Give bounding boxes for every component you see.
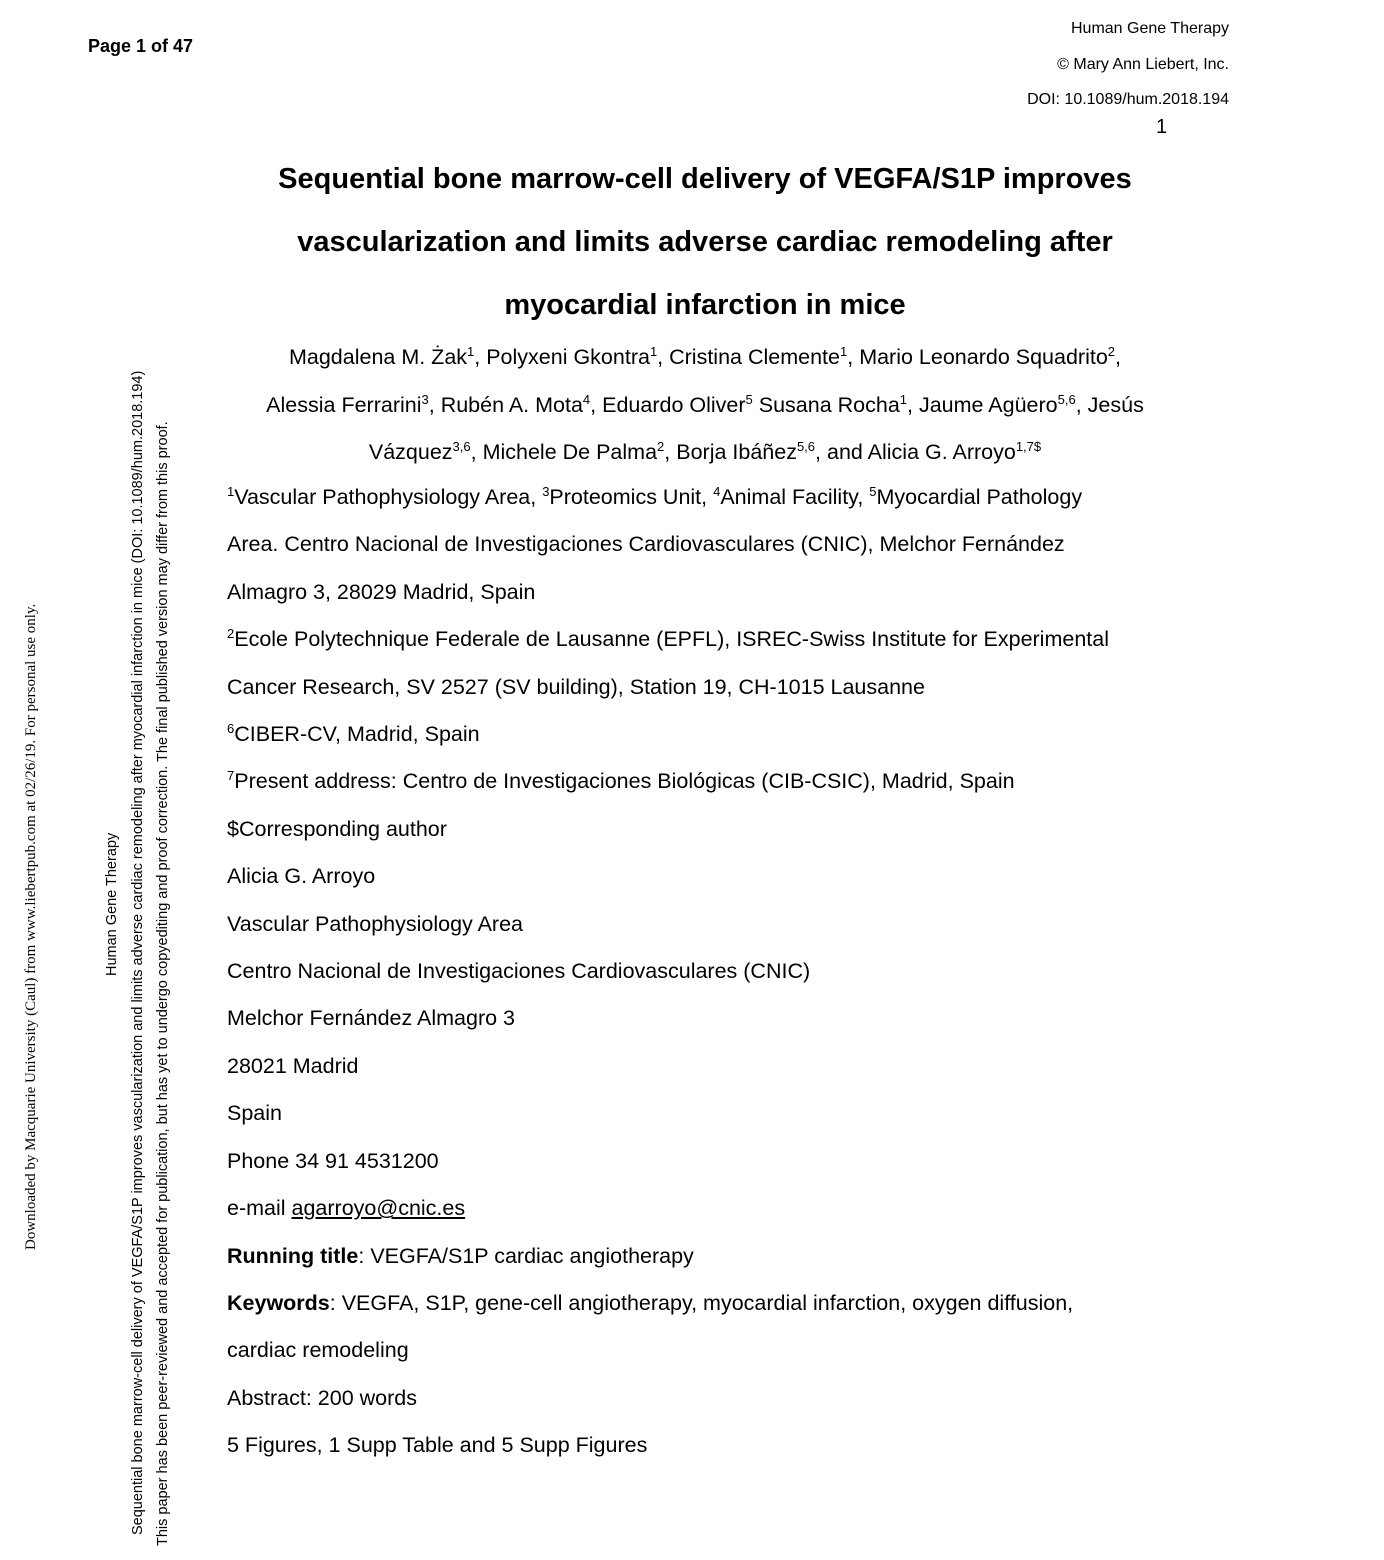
author-affiliation-sup: 2 (1107, 343, 1116, 359)
author-name: Alessia Ferrarini (266, 392, 422, 417)
keywords-continued: cardiac remodeling (227, 1338, 409, 1363)
corresponding-author-phone: Phone 34 91 4531200 (227, 1148, 439, 1173)
affiliation-sup: 7 (227, 768, 235, 784)
affiliation-text: Present address: Centro de Investigaciones Biológicas (CIB-CSIC), Madrid, Spain (234, 769, 1015, 794)
running-title-label: Running title (227, 1243, 359, 1268)
author-separator: , (907, 392, 919, 417)
author-separator: , (664, 440, 677, 464)
author-name: Eduardo Oliver (602, 392, 746, 417)
author-list (200, 334, 1210, 477)
affiliation-line (227, 711, 1237, 758)
keywords (227, 1280, 1237, 1327)
affiliation-sup: 1 (227, 483, 235, 499)
abstract-word-count: Abstract: 200 words (227, 1385, 418, 1410)
corresponding-author-email-line (227, 1185, 1237, 1232)
author-affiliation-sup: 3,6 (452, 438, 471, 454)
author-affiliation-sup: 5,6 (796, 438, 816, 454)
download-note: Downloaded by Macquarie University (Caul) from www.liebertpub.com at 02/26/19. For personal use only. (23, 603, 39, 1250)
author-name: Vázquez (368, 440, 453, 464)
publisher: © Mary Ann Liebert, Inc. (1057, 56, 1229, 73)
keywords-text: : VEGFA, S1P, gene-cell angiotherapy, myocardial infarction, oxygen diffusion, (329, 1290, 1074, 1315)
affiliation-text: CIBER-CV, Madrid, Spain (234, 722, 480, 747)
corresponding-author-dept: Vascular Pathophysiology Area (227, 911, 524, 936)
corresponding-author-city: 28021 Madrid (227, 1053, 359, 1078)
author-name: Polyxeni Gkontra (486, 345, 650, 369)
author-name: Jaume Agüero (918, 392, 1058, 417)
affiliation-text: Vascular Pathophysiology Area, (234, 485, 543, 509)
email-label: e-mail (227, 1196, 292, 1221)
author-separator: , (470, 440, 483, 464)
affiliation-line: Cancer Research, SV 2527 (SV building), Station 19, CH-1015 Lausanne (227, 674, 925, 699)
author-name: Magdalena M. Żak (288, 345, 468, 369)
author-line (200, 429, 1210, 477)
running-title (227, 1233, 1237, 1280)
author-affiliation-sup: 1 (649, 343, 658, 359)
corresponding-author-name: Alicia G. Arroyo (227, 864, 376, 889)
author-separator: , (1075, 392, 1088, 417)
author-affiliation-sup: 5,6 (1057, 391, 1076, 407)
author-separator: , (590, 392, 603, 417)
title-line: vascularization and limits adverse cardiac remodeling after (297, 226, 1113, 258)
corresponding-author-institute: Centro Nacional de Investigaciones Cardiovasculares (CNIC) (227, 959, 811, 984)
author-name: Mario Leonardo Squadrito (859, 345, 1108, 369)
figure-count: 5 Figures, 1 Supp Table and 5 Supp Figures (227, 1433, 648, 1458)
margin-article-citation: Sequential bone marrow-cell delivery of VEGFA/S1P improves vascularization and limits adverse cardiac remodeling after myocardial infarction in mice (DOI: 10.1089/hum.2018.194) (130, 370, 146, 1535)
author-name: Susana Rocha (758, 392, 900, 417)
author-affiliation-sup: 3 (421, 391, 429, 407)
author-name: Jesús (1087, 392, 1144, 417)
author-affiliation-sup: 1 (467, 343, 475, 359)
affiliation-text: Animal Facility, (720, 485, 870, 509)
author-affiliation-sup: 1,7$ (1015, 438, 1042, 454)
affiliation-line (227, 474, 1237, 521)
affiliation-sup: 3 (542, 483, 550, 499)
author-separator: , (657, 345, 670, 369)
email-link[interactable]: agarroyo@cnic.es (291, 1196, 466, 1221)
author-separator: , (847, 345, 860, 369)
affiliation-sup: 6 (227, 720, 235, 736)
journal-name: Human Gene Therapy (1070, 20, 1229, 37)
author-name: Borja Ibáñez (676, 440, 797, 464)
author-affiliation-sup: 5 (745, 391, 753, 407)
front-matter (227, 474, 1237, 1470)
author-name: and Alicia G. Arroyo (826, 440, 1016, 464)
author-separator: , (1115, 345, 1122, 369)
author-line (200, 382, 1210, 430)
author-separator: , (428, 392, 441, 417)
affiliation-line (227, 616, 1237, 663)
title-line: Sequential bone marrow-cell delivery of VEGFA/S1P improves (278, 163, 1132, 195)
article-title (200, 148, 1210, 337)
author-affiliation-sup: 2 (657, 438, 665, 454)
doi[interactable]: DOI: 10.1089/hum.2018.194 (1027, 91, 1229, 108)
corresponding-author-country: Spain (227, 1101, 282, 1126)
author-affiliation-sup: 4 (582, 391, 591, 407)
affiliation-sup: 5 (869, 483, 877, 499)
author-separator: , (474, 345, 487, 369)
affiliation-sup: 4 (713, 483, 721, 499)
affiliation-line: Almagro 3, 28029 Madrid, Spain (227, 579, 536, 604)
author-affiliation-sup: 1 (899, 391, 908, 407)
corresponding-author-label: $Corresponding author (227, 816, 447, 841)
author-name: Cristina Clemente (669, 345, 840, 369)
author-separator: , (815, 440, 827, 464)
author-affiliation-sup: 1 (840, 343, 848, 359)
affiliation-text: Ecole Polytechnique Federale de Lausanne (EPFL), ISREC-Swiss Institute for Experimental (234, 627, 1109, 652)
affiliation-text: Myocardial Pathology (876, 485, 1083, 509)
corresponding-author-street: Melchor Fernández Almagro 3 (227, 1006, 516, 1031)
page-number: 1 (1156, 116, 1168, 138)
author-name: Michele De Palma (482, 440, 658, 464)
running-title-text: : VEGFA/S1P cardiac angiotherapy (358, 1243, 694, 1268)
title-line: myocardial infarction in mice (504, 289, 906, 321)
margin-journal-name: Human Gene Therapy (104, 832, 120, 976)
keywords-label: Keywords (227, 1290, 330, 1315)
affiliation-line: Area. Centro Nacional de Investigaciones Cardiovasculares (CNIC), Melchor Fernández (227, 532, 1065, 557)
page-label: Page 1 of 47 (88, 36, 194, 56)
margin-proof-notice: This paper has been peer-reviewed and accepted for publication, but has yet to undergo copyediting and proof correction. The final published version may differ from this proof. (155, 421, 171, 1546)
affiliation-line (227, 758, 1237, 805)
author-name: Rubén A. Mota (440, 392, 583, 417)
affiliation-text: Proteomics Unit, (549, 485, 714, 509)
affiliation-sup: 2 (227, 626, 235, 642)
author-line (200, 334, 1210, 382)
